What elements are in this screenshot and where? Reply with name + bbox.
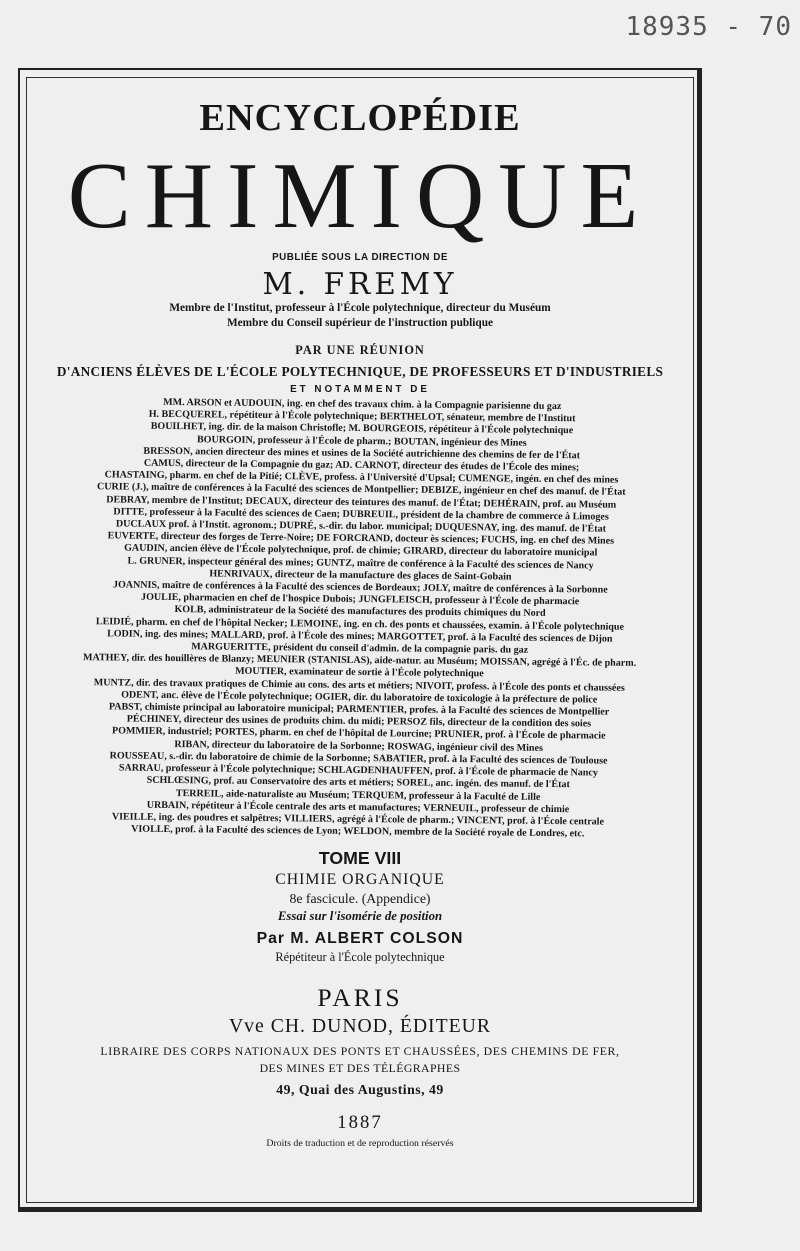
contributor-line: DEBRAY, membre de l'Institut; DECAUX, directeur des teintures des manuf. de l'État; DEHÉRAIN, prof. au Muséum	[106, 493, 617, 511]
contributors-list	[28, 396, 693, 842]
contributor-line: DITTE, professeur à la Faculté des sciences de Caen; DUBREUIL, président de la chambre de commerce à Limoges	[113, 506, 609, 523]
contributor-line: URBAIN, répétiteur à l'École centrale des arts et manufactures; VERNEUIL, professeur de chimie	[146, 799, 570, 815]
essay-title: Essai sur l'isomérie de position	[277, 909, 443, 924]
contributor-line: MATHEY, dir. des houillères de Blanzy; MEUNIER (STANISLAS), aide-natur. au Muséum; MOISSAN, agrégé à l'Éc. de pharm.	[82, 652, 637, 670]
title-page	[30, 80, 690, 1149]
contributor-line: BRESSON, ancien directeur des mines et usines de la Société autrichienne des chemins de fer de l'État	[143, 445, 581, 462]
contributor-line: KOLB, administrateur de la Société des manufactures des produits chimiques du Nord	[174, 604, 546, 620]
contributor-line: H. BECQUEREL, répétiteur à l'École polytechnique; BERTHELOT, sénateur, membre de l'Institut	[148, 408, 576, 425]
contributor-line: DUCLAUX prof. à l'Instit. agronom.; DUPRÉ, s.-dir. du labor. municipal; DUQUESNAY, ing. des manuf. de l'État	[115, 518, 607, 535]
tome-number: TOME VIII	[318, 848, 402, 869]
contributor-line: CURIE (J.), maître de conférences à la Faculté des sciences de Montpellier; DEBIZE, ingénieur en chef des manuf. de l'État	[97, 481, 626, 499]
encyclopedie-heading: ENCYCLOPÉDIE	[199, 97, 521, 139]
contributor-line: ROUSSEAU, s.-dir. du laboratoire de chimie de la Sorbonne; SABATIER, prof. à la Faculté des sciences de Toulouse	[109, 750, 608, 767]
contributor-line: CHASTAING, pharm. en chef de la Pitié; CLÈVE, profess. à l'Université d'Upsal; CUMENGE, ingén. en chef des mines	[104, 469, 619, 486]
author-role: Répétiteur à l'École polytechnique	[275, 950, 445, 965]
director-name: M. FREMY	[262, 267, 458, 301]
contributor-line: HENRIVAUX, directeur de la manufacture des glaces de Saint-Gobain	[209, 568, 512, 583]
contributor-line: ODENT, anc. élève de l'École polytechnique; OGIER, dir. du laboratoire de toxicologie à la préfecture de police	[121, 689, 598, 706]
library-line-1: LIBRAIRE DES CORPS NATIONAUX DES PONTS ET CHAUSSÉES, DES CHEMINS DE FER,	[100, 1044, 620, 1059]
shelfmark-number: 18935 - 70	[625, 12, 792, 42]
contributor-line: TERREIL, aide-naturaliste au Muséum; TERQUEM, professeur à la Faculté de Lille	[175, 787, 541, 803]
contributor-line: PÉCHINEY, directeur des usines de produits chim. du midi; PERSOZ fils, directeur de la condition des soies	[126, 713, 592, 730]
library-line-2: DES MINES ET DES TÉLÉGRAPHES	[259, 1061, 461, 1076]
publication-year: 1887	[337, 1112, 383, 1134]
contributor-line: LODIN, ing. des mines; MALLARD, prof. à l'École des mines; MARGOTTET, prof. à la Faculté des sciences de Dijon	[107, 628, 613, 645]
contributor-line: SARRAU, professeur à l'École polytechnique; SCHLAGDENHAUFFEN, prof. à l'École de pharmacie de Nancy	[118, 762, 598, 779]
contributor-line: MM. ARSON et AUDOUIN, ing. en chef des travaux chim. à la Compagnie parisienne du gaz	[163, 396, 562, 413]
contributor-line: BOUILHET, ing. dir. de la maison Christofle; M. BOURGEOIS, répétiteur à l'École polytechnique	[150, 421, 574, 437]
contributor-line: MARGUERITTE, président du conseil d'admin. de la compagnie paris. du gaz	[191, 641, 529, 656]
notamment-line: ET NOTAMMENT DE	[290, 384, 430, 395]
contributor-line: JOANNIS, maître de conférences à la Faculté des sciences de Bordeaux; JOLY, maître de conférences à la Sorbonne	[112, 579, 608, 596]
contributor-line: PABST, chimiste principal au laboratoire municipal; PARMENTIER, profes. à la Faculté des sciences de Montpellier	[108, 701, 610, 718]
reunion-line: PAR UNE RÉUNION	[295, 343, 425, 357]
contributor-line: LEIDIÉ, pharm. en chef de l'hôpital Necker; LEMOINE, ing. en ch. des ponts et chaussées, examin. à l'École polytechnique	[95, 615, 625, 633]
contributor-line: JOULIE, pharmacien en chef de l'hospice Dubois; JUNGFLEISCH, professeur à l'École de pharmacie	[141, 591, 580, 608]
contributor-line: SCHLŒSING, prof. au Conservatoire des arts et métiers; SOREL, anc. ingén. des manuf. de l'État	[146, 775, 570, 791]
city: PARIS	[317, 983, 403, 1013]
contributor-line: MOUTIER, examinateur de sortie à l'École polytechnique	[235, 666, 484, 680]
chimique-heading: CHIMIQUE	[67, 144, 653, 248]
contributor-line: VIOLLE, prof. à la Faculté des sciences de Lyon; WELDON, membre de la Société royale de Londres, etc.	[131, 823, 585, 840]
rights-notice: Droits de traduction et de reproduction réservés	[266, 1138, 454, 1150]
contributor-line: MUNTZ, dir. des travaux pratiques de Chimie au cons. des arts et métiers; NIVOIT, profess. à l'École des ponts et chaussées	[93, 676, 625, 694]
director-desc-1: Membre de l'Institut, professeur à l'École polytechnique, directeur du Muséum	[169, 302, 551, 314]
published-under: PUBLIÉE SOUS LA DIRECTION DE	[272, 252, 448, 263]
fascicule-line: 8e fascicule. (Appendice)	[289, 891, 431, 907]
contributor-line: GAUDIN, ancien élève de l'École polytechnique, prof. de chimie; GIRARD, directeur du laboratoire municipal	[124, 542, 598, 559]
contributor-line: POMMIER, industriel; PORTES, pharm. en chef de l'hôpital de Lourcine; PRUNIER, prof. à l'École de pharmacie	[111, 725, 606, 743]
address: 49, Quai des Augustins, 49	[276, 1082, 444, 1098]
section-title: CHIMIE ORGANIQUE	[275, 871, 445, 889]
director-desc-2: Membre du Conseil supérieur de l'instruction publique	[226, 317, 494, 329]
contributor-line: EUVERTE, directeur des forges de Terre-Noire; DE FORCRAND, docteur ès sciences; FUCHS, ing. en chef des Mines	[107, 530, 615, 547]
contributor-line: CAMUS, directeur de la Compagnie du gaz; AD. CARNOT, directeur des études de l'École des mines;	[143, 457, 580, 474]
anciens-eleves-line: D'ANCIENS ÉLÈVES DE L'ÉCOLE POLYTECHNIQUE, DE PROFESSEURS ET D'INDUSTRIELS	[56, 364, 664, 379]
contributor-line: BOURGOIN, professeur à l'École de pharm.; BOUTAN, ingénieur des Mines	[196, 433, 527, 449]
contributor-line: VIEILLE, ing. des poudres et salpêtres; VILLIERS, agrégé à l'École de pharm.; VINCENT, prof. à l'École centrale	[111, 811, 604, 828]
author-line: Par M. ALBERT COLSON	[256, 930, 464, 948]
contributor-line: RIBAN, directeur du laboratoire de la Sorbonne; ROSWAG, ingénieur civil des Mines	[174, 738, 543, 754]
contributor-line: L. GRUNER, inspecteur général des mines; GUNTZ, maître de conférence à la Faculté des sciences de Nancy	[127, 555, 594, 572]
publisher: Vve CH. DUNOD, ÉDITEUR	[228, 1015, 492, 1038]
